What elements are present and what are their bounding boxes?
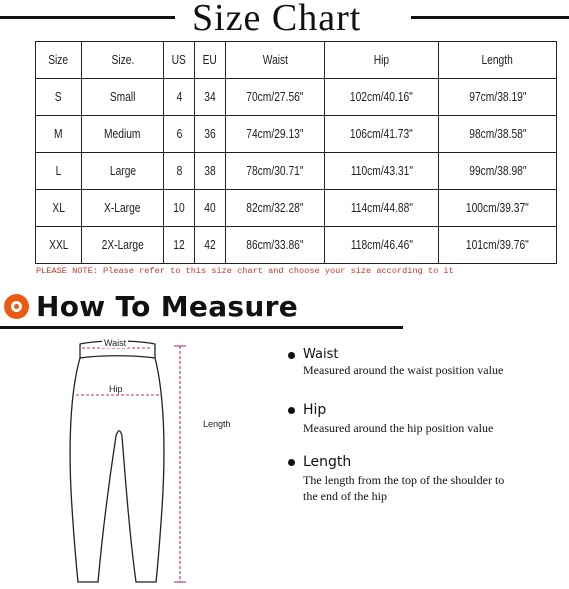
cell-waist: 70cm/27.56" xyxy=(226,79,325,116)
table-header-row xyxy=(36,42,557,79)
cell-size: M xyxy=(36,116,82,153)
cell-eu: 36 xyxy=(195,116,226,153)
cell-length: 97cm/38.19" xyxy=(439,79,557,116)
bullet-dot xyxy=(288,407,295,414)
measure-title: How To Measure xyxy=(36,290,298,323)
header-us: US xyxy=(164,42,195,79)
size-chart-header xyxy=(0,0,569,39)
header-length: Length xyxy=(439,42,557,79)
header-eu: EU xyxy=(195,42,226,79)
cell-us: 8 xyxy=(164,153,195,190)
cell-hip: 114cm/44.88" xyxy=(325,190,439,227)
cell-size: XL xyxy=(36,190,82,227)
cell-us: 6 xyxy=(164,116,195,153)
cell-waist: 86cm/33.86" xyxy=(226,227,325,264)
diagram-length-label: Length xyxy=(203,419,231,429)
page-title: Size Chart xyxy=(192,0,362,39)
title-rule-right xyxy=(411,16,569,19)
measure-header xyxy=(0,290,569,334)
waist-description: Measured around the waist position value xyxy=(303,363,504,377)
table-row xyxy=(36,153,557,190)
cell-hip: 118cm/46.46" xyxy=(325,227,439,264)
cell-eu: 40 xyxy=(195,190,226,227)
cell-eu: 38 xyxy=(195,153,226,190)
table-row xyxy=(36,116,557,153)
table-row xyxy=(36,190,557,227)
cell-length: 99cm/38.98" xyxy=(439,153,557,190)
cell-waist: 82cm/32.28" xyxy=(226,190,325,227)
cell-length: 101cm/39.76" xyxy=(439,227,557,264)
cell-size-name: Small xyxy=(82,79,164,116)
pants-outline-icon xyxy=(60,338,240,584)
cell-eu: 42 xyxy=(195,227,226,264)
bullet-dot xyxy=(288,459,295,466)
cell-us: 4 xyxy=(164,79,195,116)
hip-description: Measured around the hip position value xyxy=(303,421,494,435)
cell-eu: 34 xyxy=(195,79,226,116)
cell-size-name: Medium xyxy=(82,116,164,153)
table-row xyxy=(36,79,557,116)
table-row xyxy=(36,227,557,264)
cell-size-name: 2X-Large xyxy=(82,227,164,264)
cell-size: L xyxy=(36,153,82,190)
diagram-waist-label: Waist xyxy=(104,338,127,348)
header-waist: Waist xyxy=(226,42,325,79)
waist-heading: Waist xyxy=(303,347,339,362)
cell-size-name: X-Large xyxy=(82,190,164,227)
header-hip: Hip xyxy=(325,42,439,79)
cell-hip: 110cm/43.31" xyxy=(325,153,439,190)
measure-underline xyxy=(0,326,403,329)
cell-us: 12 xyxy=(164,227,195,264)
header-size: Size xyxy=(36,42,82,79)
cell-waist: 74cm/29.13" xyxy=(226,116,325,153)
length-description-line1: The length from the top of the shoulder to xyxy=(303,473,505,487)
title-rule-left xyxy=(0,16,175,19)
cell-size: XXL xyxy=(36,227,82,264)
length-description-line2: the end of the hip xyxy=(303,489,387,503)
cell-size-name: Large xyxy=(82,153,164,190)
cell-length: 98cm/38.58" xyxy=(439,116,557,153)
cell-size: S xyxy=(36,79,82,116)
cell-us: 10 xyxy=(164,190,195,227)
cell-waist: 78cm/30.71" xyxy=(226,153,325,190)
cell-hip: 102cm/40.16" xyxy=(325,79,439,116)
header-size-name: Size. xyxy=(82,42,164,79)
hip-heading: Hip xyxy=(303,402,327,418)
size-note: PLEASE NOTE: Please refer to this size chart and choose your size according to it xyxy=(36,266,454,276)
diagram-hip-label: Hip xyxy=(109,384,123,394)
pants-diagram xyxy=(60,338,240,584)
length-heading: Length xyxy=(303,454,352,470)
cell-length: 100cm/39.37" xyxy=(439,190,557,227)
cell-hip: 106cm/41.73" xyxy=(325,116,439,153)
size-table xyxy=(35,41,557,264)
bullet-dot xyxy=(288,352,295,359)
ring-bullet-icon xyxy=(4,294,29,319)
